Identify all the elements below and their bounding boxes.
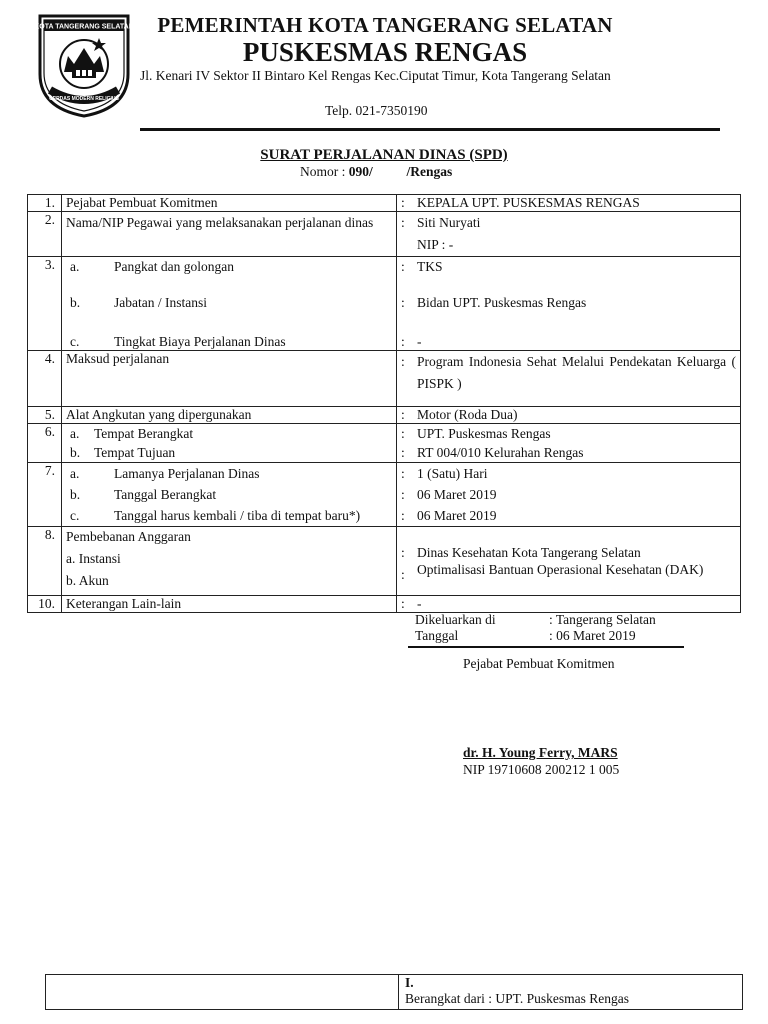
nomor-label: Nomor : <box>300 164 346 179</box>
sub-label: b. Akun <box>66 573 109 588</box>
table-row <box>28 212 741 257</box>
sub-key: b. <box>70 487 81 502</box>
colon: : <box>401 259 405 274</box>
sub-label: Jabatan / Instansi <box>114 295 207 310</box>
sub-value: - <box>417 334 422 349</box>
departure-table <box>45 974 743 1010</box>
colon: : <box>401 487 405 502</box>
row-label: Alat Angkutan yang dipergunakan <box>62 407 397 424</box>
row-number: 2. <box>28 212 62 257</box>
row-number: 8. <box>28 527 62 596</box>
address: Jl. Kenari IV Sektor II Bintaro Kel Rengas Kec.Ciputat Timur, Kota Tangerang Selatan <box>140 68 611 83</box>
table-row <box>28 424 741 463</box>
employee-name: Siti Nuryati <box>417 215 481 230</box>
table-row <box>28 463 741 527</box>
sub-label: a. Instansi <box>66 551 121 566</box>
issued-place-label: Dikeluarkan di <box>415 612 496 627</box>
sub-value: Dinas Kesehatan Kota Tangerang Selatan <box>417 545 641 560</box>
sub-key: c. <box>70 508 80 523</box>
row-label <box>62 527 397 596</box>
colon: : <box>401 195 405 210</box>
row-label <box>62 424 397 463</box>
trip-purpose: Program Indonesia Sehat Melalui Pendekatan Keluarga ( PISPK ) <box>417 354 736 391</box>
sub-key: b. <box>70 295 81 310</box>
table-row <box>46 975 743 1010</box>
sub-value: 1 (Satu) Hari <box>417 466 488 481</box>
official-title: Pejabat Pembuat Komitmen <box>463 656 615 671</box>
sub-label: Pembebanan Anggaran <box>66 529 191 544</box>
sub-key: c. <box>70 334 80 349</box>
row-value <box>397 212 741 257</box>
table-row <box>28 351 741 407</box>
notes-value: - <box>417 596 422 611</box>
colon: : <box>401 466 405 481</box>
table-row <box>28 527 741 596</box>
row-value <box>397 351 741 407</box>
document-number <box>300 164 452 180</box>
letterhead-divider <box>140 128 720 131</box>
row-label <box>62 257 397 351</box>
sub-label: Tanggal harus kembali / tiba di tempat baru*) <box>114 508 361 523</box>
committing-officer-value: KEPALA UPT. PUSKESMAS RENGAS <box>417 195 640 210</box>
colon: : <box>401 407 405 422</box>
row-number: 5. <box>28 407 62 424</box>
sub-value: TKS <box>417 259 443 274</box>
sub-value: 06 Maret 2019 <box>417 508 497 523</box>
colon: : <box>401 426 405 441</box>
sub-label: Tanggal Berangkat <box>114 487 217 502</box>
colon: : <box>401 354 405 369</box>
table-row <box>28 257 741 351</box>
institution-name: PUSKESMAS RENGAS <box>242 37 528 67</box>
row-value <box>397 424 741 463</box>
colon: : <box>401 445 405 460</box>
row-value <box>397 257 741 351</box>
nomor-suffix: /Rengas <box>406 164 453 179</box>
section-roman: I. <box>405 975 414 990</box>
row-number: 10. <box>28 596 62 613</box>
row-number: 4. <box>28 351 62 407</box>
employee-nip: NIP : - <box>417 237 454 252</box>
document-title: SURAT PERJALANAN DINAS (SPD) <box>260 147 508 163</box>
row-number: 1. <box>28 195 62 212</box>
departure-cell <box>399 975 743 1010</box>
table-row <box>28 596 741 613</box>
issued-date-label: Tanggal <box>415 628 459 643</box>
colon: : <box>401 215 405 230</box>
sub-value: Bidan UPT. Puskesmas Rengas <box>417 295 587 310</box>
colon: : <box>401 596 405 611</box>
row-label: Nama/NIP Pegawai yang melaksanakan perjalanan dinas <box>62 212 397 257</box>
depart-from: Berangkat dari : UPT. Puskesmas Rengas <box>405 991 629 1006</box>
empty-cell <box>46 975 399 1010</box>
sub-label: Lamanya Perjalanan Dinas <box>114 466 260 481</box>
row-number: 6. <box>28 424 62 463</box>
sub-key: a. <box>70 426 80 441</box>
sub-value: UPT. Puskesmas Rengas <box>417 426 551 441</box>
sub-label: Tempat Berangkat <box>94 426 194 441</box>
spd-table <box>27 194 741 613</box>
nomor-number: 090/ <box>348 164 373 179</box>
issued-place-value: : Tangerang Selatan <box>549 612 656 627</box>
colon: : <box>401 334 405 349</box>
issued-divider <box>408 646 684 648</box>
colon: : <box>401 508 405 523</box>
row-number: 7. <box>28 463 62 527</box>
colon: : <box>401 295 405 310</box>
row-value <box>397 407 741 424</box>
sub-value: RT 004/010 Kelurahan Rengas <box>417 445 584 460</box>
government-name: PEMERINTAH KOTA TANGERANG SELATAN <box>157 13 613 37</box>
row-value <box>397 527 741 596</box>
row-number: 3. <box>28 257 62 351</box>
row-value <box>397 596 741 613</box>
city-crest-icon <box>34 12 134 120</box>
logo-bottom-text: CERDAS MODERN RELIGIUS <box>49 96 119 102</box>
sub-value: 06 Maret 2019 <box>417 487 497 502</box>
row-label: Keterangan Lain-lain <box>62 596 397 613</box>
issued-date-value: : 06 Maret 2019 <box>549 628 636 643</box>
sub-label: Tingkat Biaya Perjalanan Dinas <box>114 334 286 349</box>
sub-label: Tempat Tujuan <box>94 445 176 460</box>
issued-block <box>415 612 656 644</box>
row-value <box>397 195 741 212</box>
colon: : <box>401 567 405 582</box>
row-label: Pejabat Pembuat Komitmen <box>62 195 397 212</box>
signer-name: dr. H. Young Ferry, MARS <box>463 745 618 760</box>
table-row <box>28 407 741 424</box>
signer-nip: NIP 19710608 200212 1 005 <box>463 762 620 777</box>
row-label: Maksud perjalanan <box>62 351 397 407</box>
sub-value: Optimalisasi Bantuan Operasional Kesehatan (DAK) <box>417 562 704 577</box>
sub-label: Pangkat dan golongan <box>114 259 234 274</box>
row-value <box>397 463 741 527</box>
sub-key: a. <box>70 466 80 481</box>
telephone: Telp. 021-7350190 <box>325 103 428 118</box>
sub-key: b. <box>70 445 81 460</box>
sub-key: a. <box>70 259 80 274</box>
row-label <box>62 463 397 527</box>
table-row <box>28 195 741 212</box>
colon: : <box>401 545 405 560</box>
transport-value: Motor (Roda Dua) <box>417 407 518 422</box>
logo-top-text: KOTA TANGERANG SELATAN <box>34 23 134 31</box>
